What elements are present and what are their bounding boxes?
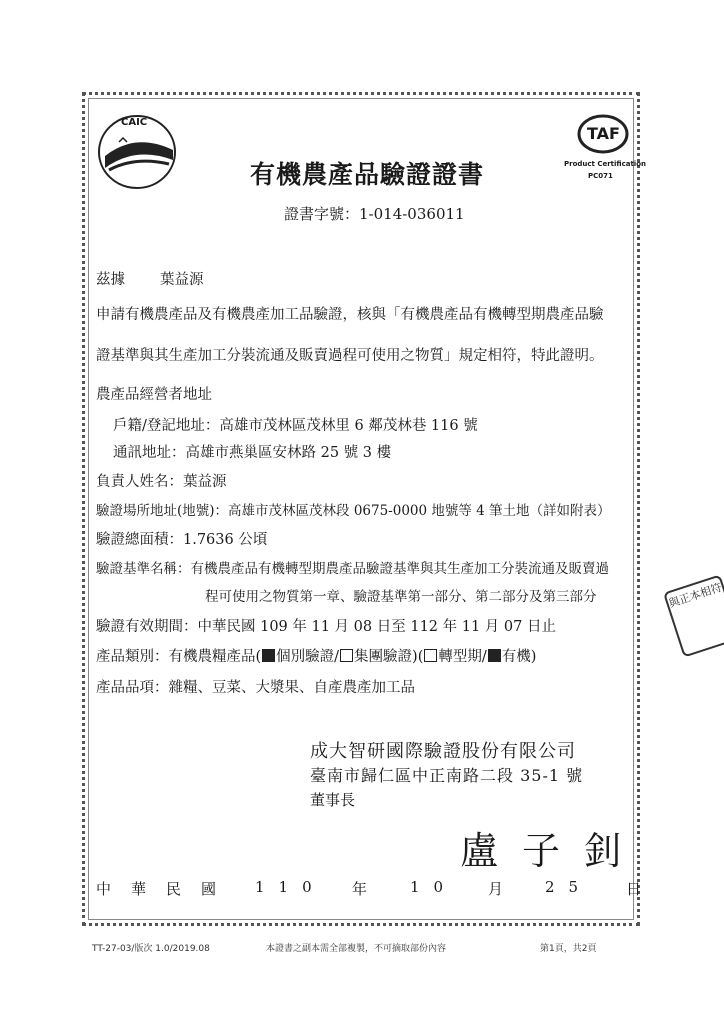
date-day-unit: 日 [626, 880, 642, 898]
responsible-person: 負責人姓名：葉益源 [96, 474, 227, 490]
category-prefix: 產品類別：有機農糧產品( [96, 649, 262, 665]
date-month-unit: 月 [488, 880, 504, 898]
signature-seal: 盧子釗 [460, 829, 647, 873]
checkbox-organic-checked [488, 649, 501, 662]
total-area: 驗證總面積：1.7636 公頃 [96, 532, 268, 548]
category-option-group: 集團驗證)( [354, 649, 424, 665]
checkbox-transition-unchecked [424, 649, 437, 662]
taf-caption: Product Certification [564, 160, 647, 168]
certificate-title: 有機農產品驗證證書 [250, 160, 485, 189]
date-year: 110 [255, 878, 326, 896]
category-option-organic: 有機) [501, 649, 537, 665]
category-option-individual: 個別驗證/ [276, 649, 340, 665]
standard-line-1: 驗證基準名稱：有機農產品有機轉型期農產品驗證基準與其生產加工分裝流通及販賣過 [96, 561, 609, 577]
footer-page: 第1頁，共2頁 [540, 944, 597, 954]
taf-text: TAF [587, 124, 620, 143]
statement-line-2: 證基準與其生產加工分裝流通及販賣過程可使用之物質」規定相符，特此證明。 [96, 348, 604, 364]
product-items: 產品品項：雜糧、豆菜、大漿果、自產農產加工品 [96, 680, 415, 696]
site-address: 驗證場所地址(地號)：高雄市茂林區茂林段 0675-0000 地號等 4 筆土地（詳如附表） [96, 503, 611, 519]
category-option-transition: 轉型期/ [438, 649, 487, 665]
statement-line-1: 申請有機農產品及有機農產加工品驗證，核與「有機農產品有機轉型期農產品驗 [96, 307, 604, 323]
operator-address-heading: 農產品經營者地址 [96, 387, 212, 403]
issuer-role: 董事長 [310, 791, 356, 809]
mailing-address: 通訊地址：高雄市燕巢區安林路 25 號 3 樓 [113, 445, 392, 461]
issuer-address: 臺南市歸仁區中正南路二段 35-1 號 [310, 766, 584, 785]
copy-stamp: 與正本相符 [663, 574, 724, 657]
household-address: 戶籍/登記地址：高雄市茂林區茂林里 6 鄰茂林巷 116 號 [113, 418, 478, 434]
date-month: 10 [410, 878, 458, 896]
basis-label: 茲據 [96, 272, 125, 288]
product-category [96, 645, 536, 666]
issuer-company: 成大智研國際驗證股份有限公司 [310, 741, 576, 762]
standard-line-2: 程可使用之物質第一章、驗證基準第一部分、第二部分及第三部分 [205, 589, 597, 605]
taf-code: PC071 [588, 172, 613, 180]
date-era: 中華民國 [96, 880, 237, 898]
checkbox-group-unchecked [340, 649, 353, 662]
date-year-unit: 年 [352, 880, 368, 898]
checkbox-individual-checked [262, 649, 275, 662]
basis-name: 葉益源 [160, 272, 204, 288]
footer-form-code: TT-27-03/版次 1.0/2019.08 [92, 944, 210, 954]
footer-note: 本證書之副本需全部複製，不可摘取部份內容 [266, 944, 447, 954]
validity-period: 驗證有效期間：中華民國 109 年 11 月 08 日至 112 年 11 月 07 日止 [96, 619, 556, 635]
date-day: 25 [545, 878, 593, 896]
certificate-number: 證書字號：1-014-036011 [284, 205, 465, 223]
caic-text: CAIC [121, 117, 148, 128]
